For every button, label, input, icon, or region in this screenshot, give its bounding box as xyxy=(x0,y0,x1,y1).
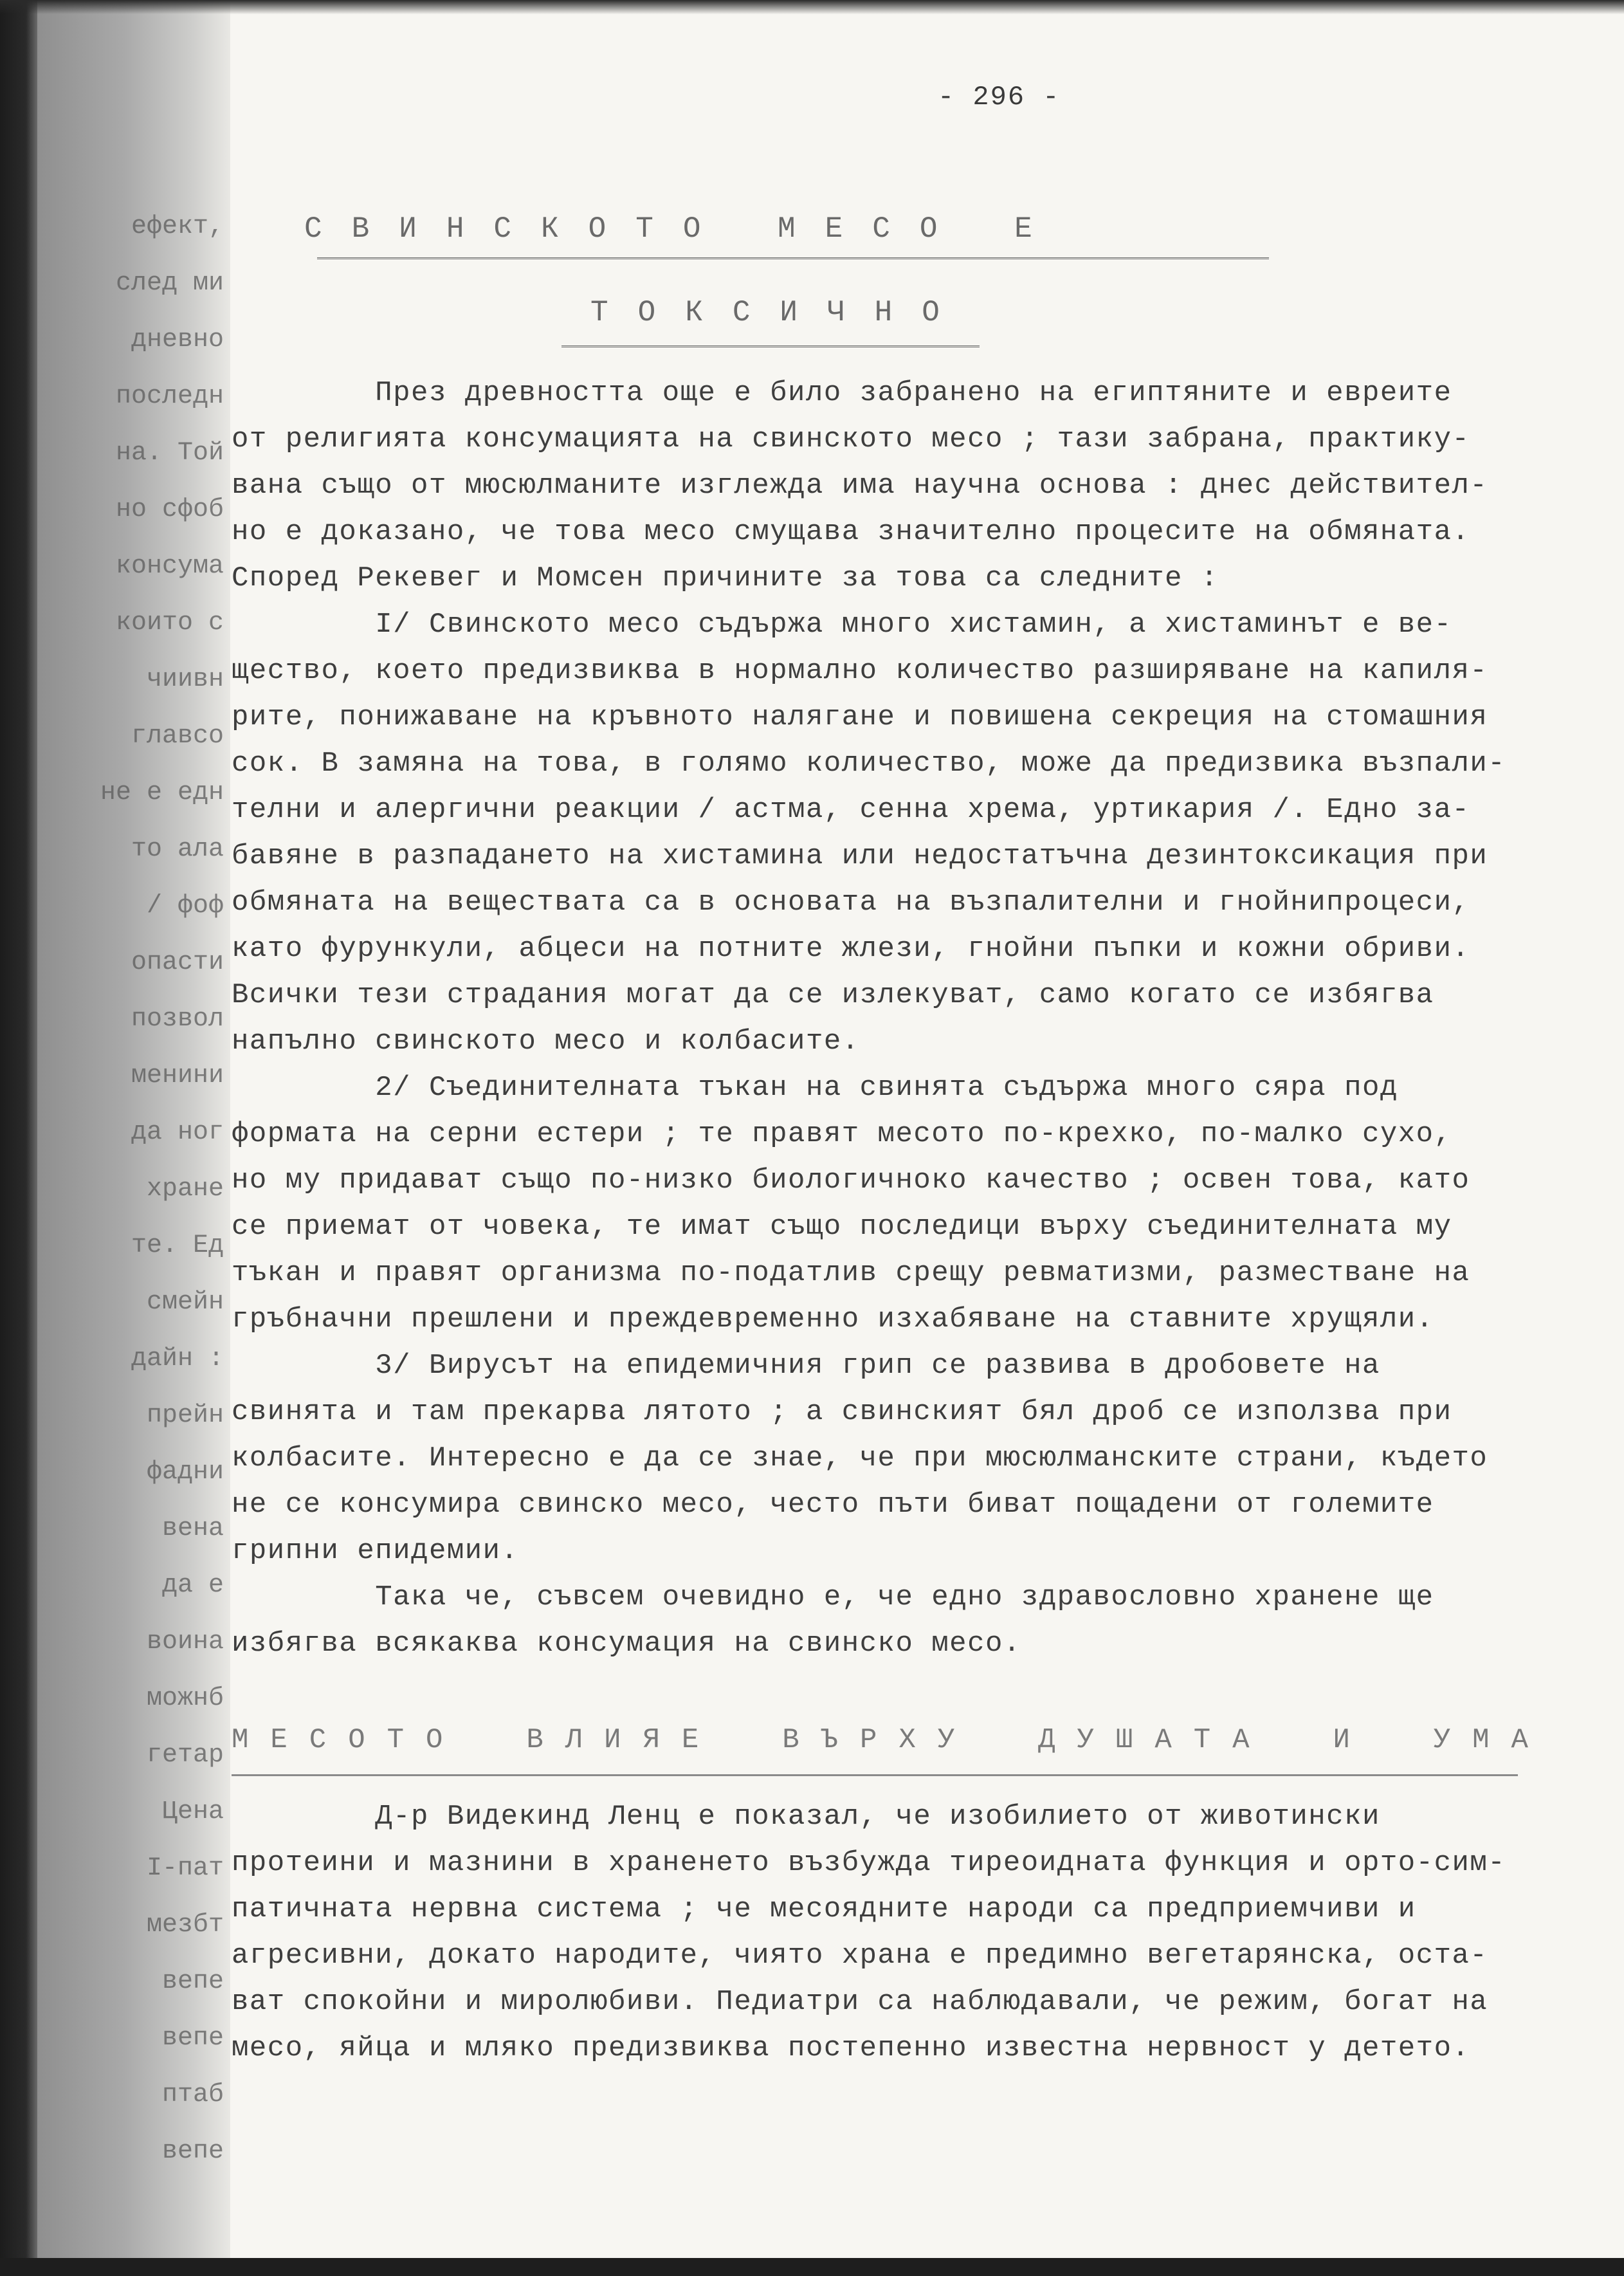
section-heading-meat-affects-soul xyxy=(232,1724,1550,1756)
text-line: вана също от мюсюлманите изглежда има научна основа : днес действител- xyxy=(232,470,1488,502)
facing-page-fragment: вепе xyxy=(161,2024,224,2053)
text-line: 2/ Съединителната тъкан на свинята съдържа много сяра под xyxy=(232,1072,1398,1104)
section-heading-word: ВЪРХУ xyxy=(782,1724,977,1756)
text-line: Всички тези страдания могат да се излекуват, само когато се избягва xyxy=(232,979,1434,1011)
scan-bottom-band xyxy=(0,2258,1624,2276)
text-line: се приемат от човека, те имат също последици върху съединителната му xyxy=(232,1211,1452,1243)
text-line: ват спокойни и миролюбиви. Педиатри са наблюдавали, че режим, богат на xyxy=(232,1986,1488,2018)
section-heading-word: УМА xyxy=(1433,1724,1550,1756)
facing-page-fragment: вена xyxy=(161,1514,224,1543)
facing-page-fragment: позвол xyxy=(131,1005,224,1034)
text-line: телни и алергични реакции / астма, сенна хрема, уртикария /. Едно за- xyxy=(232,794,1470,826)
text-line: рите, понижаване на кръвното налягане и повишена секреция на стомашния xyxy=(232,701,1488,733)
text-line: Д-р Видекинд Ленц е показал, че изобилието от животински xyxy=(232,1801,1380,1833)
text-line: тъкан и правят организма по-податлив срещу ревматизми, разместване на xyxy=(232,1257,1470,1289)
text-line: агресивни, докато народите, чиято храна е предимно вегетарянска, оста- xyxy=(232,1940,1488,1972)
facing-page-fragment: ефект, xyxy=(131,212,224,241)
facing-page-fragment: птаб xyxy=(161,2080,224,2109)
facing-page-fragment: смейн xyxy=(146,1288,224,1317)
facing-page-fragment: менини xyxy=(131,1061,224,1090)
facing-page-fragment: след ми xyxy=(115,269,224,298)
facing-page-fragment: главсо xyxy=(131,722,224,751)
facing-page-fragment: те. Ед xyxy=(131,1231,224,1260)
facing-page-fragment: / фоф xyxy=(146,892,224,921)
text-line: но му придават също по-низко биологичноко качество ; освен това, като xyxy=(232,1164,1470,1197)
facing-page-fragment: фадни xyxy=(146,1458,224,1487)
body-text-section-2 xyxy=(232,1794,1550,2071)
text-line: бавяне в разпадането на хистамина или недостатъчна дезинтоксикация при xyxy=(232,840,1488,872)
text-line: патичната нервна система ; че месоядните народи са предприемчиви и xyxy=(232,1893,1416,1925)
text-line: 3/ Вирусът на епидемичния грип се развива в дробовете на xyxy=(232,1350,1380,1382)
text-line: месо, яйца и мляко предизвиква постепенно известна нервност у детето. xyxy=(232,2032,1470,2064)
facing-page-shadow xyxy=(37,0,230,2276)
facing-page-fragment: не е едн xyxy=(100,778,224,807)
text-line: формата на серни естери ; те правят месото по-крехко, по-малко сухо, xyxy=(232,1118,1452,1150)
facing-page-fragment: на. Той xyxy=(115,439,224,468)
facing-page-fragment: прейн xyxy=(146,1401,224,1430)
facing-page-fragment: които с xyxy=(115,609,224,638)
title-rule-1 xyxy=(317,257,1269,259)
text-line: напълно свинското месо и колбасите. xyxy=(232,1025,860,1058)
text-line: като фурункули, абцеси на потните жлези, гнойни пъпки и кожни обриви. xyxy=(232,933,1470,965)
facing-page-fragment: I-пат xyxy=(146,1854,224,1883)
text-line: свинята и там прекарва лятото ; а свинският бял дроб се използва при xyxy=(232,1396,1452,1428)
facing-page-fragment: чиивн xyxy=(146,665,224,694)
text-line: Според Рекевег и Момсен причините за това са следните : xyxy=(232,562,1219,594)
facing-page-fragment: мезбт xyxy=(146,1911,224,1940)
title-rule-2 xyxy=(561,345,980,347)
scan-top-band xyxy=(0,0,1624,14)
text-line: от религията консумацията на свинското месо ; тази забрана, практику- xyxy=(232,423,1470,455)
text-line: избягва всякаква консумация на свинско месо. xyxy=(232,1628,1021,1660)
facing-page-fragment: то ала xyxy=(131,835,224,864)
facing-page-fragment: да е xyxy=(161,1571,224,1600)
facing-page-fragment: консума xyxy=(115,552,224,581)
text-line: обмяната на веществата са в основата на възпалителни и гнойнипроцеси, xyxy=(232,886,1470,919)
facing-page-fragment: воина xyxy=(146,1628,224,1657)
text-line: Така че, съвсем очевидно е, че едно здравословно хранене ще xyxy=(232,1581,1434,1613)
text-line: грипни епидемии. xyxy=(232,1535,519,1567)
facing-page-fragment: дайн : xyxy=(131,1344,224,1373)
facing-page-fragment: вепе xyxy=(161,2137,224,2166)
section-heading-word: ДУШАТА xyxy=(1038,1724,1272,1756)
facing-page-fragment: но сфоб xyxy=(115,495,224,524)
facing-page-fragment: Цена xyxy=(161,1797,224,1826)
section-heading-word: ВЛИЯЕ xyxy=(526,1724,721,1756)
page-number: - 296 - xyxy=(938,82,1061,113)
scan-edge xyxy=(0,0,37,2276)
section-heading-rule xyxy=(232,1774,1518,1776)
facing-page-fragment: хране xyxy=(146,1175,224,1204)
facing-page-fragment: гетар xyxy=(146,1741,224,1770)
facing-page-fragment: последн xyxy=(115,382,224,411)
facing-page-fragment: дневно xyxy=(131,326,224,354)
text-line: щество, което предизвиква в нормално количество разширяване на капиля- xyxy=(232,655,1488,687)
section-heading-word: И xyxy=(1333,1724,1372,1756)
title-line-2: ТОКСИЧНО xyxy=(590,296,969,329)
facing-page-fragment: да ног xyxy=(131,1118,224,1147)
text-line: но е доказано, че това месо смущава значително процесите на обмяната. xyxy=(232,516,1470,548)
facing-page-fragment: опасти xyxy=(131,948,224,977)
text-line: I/ Свинското месо съдържа много хистамин, а хистаминът е ве- xyxy=(232,609,1452,641)
facing-page-fragment: вепе xyxy=(161,1967,224,1996)
text-line: гръбначни прешлени и преждевременно изхабяване на ставните хрущяли. xyxy=(232,1303,1434,1335)
text-line: протеини и мазнини в храненето възбужда тиреоидната функция и орто-сим- xyxy=(232,1847,1506,1879)
text-line: През древността още е било забранено на египтяните и евреите xyxy=(232,377,1452,409)
body-text-section-1 xyxy=(232,370,1550,1667)
facing-page-fragment: можнб xyxy=(146,1684,224,1713)
text-line: сок. В замяна на това, в голямо количество, може да предизвика възпали- xyxy=(232,748,1506,780)
text-line: не се консумира свинско месо, често пъти биват пощадени от големите xyxy=(232,1489,1434,1521)
title-line-1: СВИНСКОТО МЕСО Е xyxy=(304,212,1062,246)
text-line: колбасите. Интересно е да се знае, че при мюсюлманските страни, където xyxy=(232,1442,1488,1474)
section-heading-word: МЕСОТО xyxy=(232,1724,465,1756)
